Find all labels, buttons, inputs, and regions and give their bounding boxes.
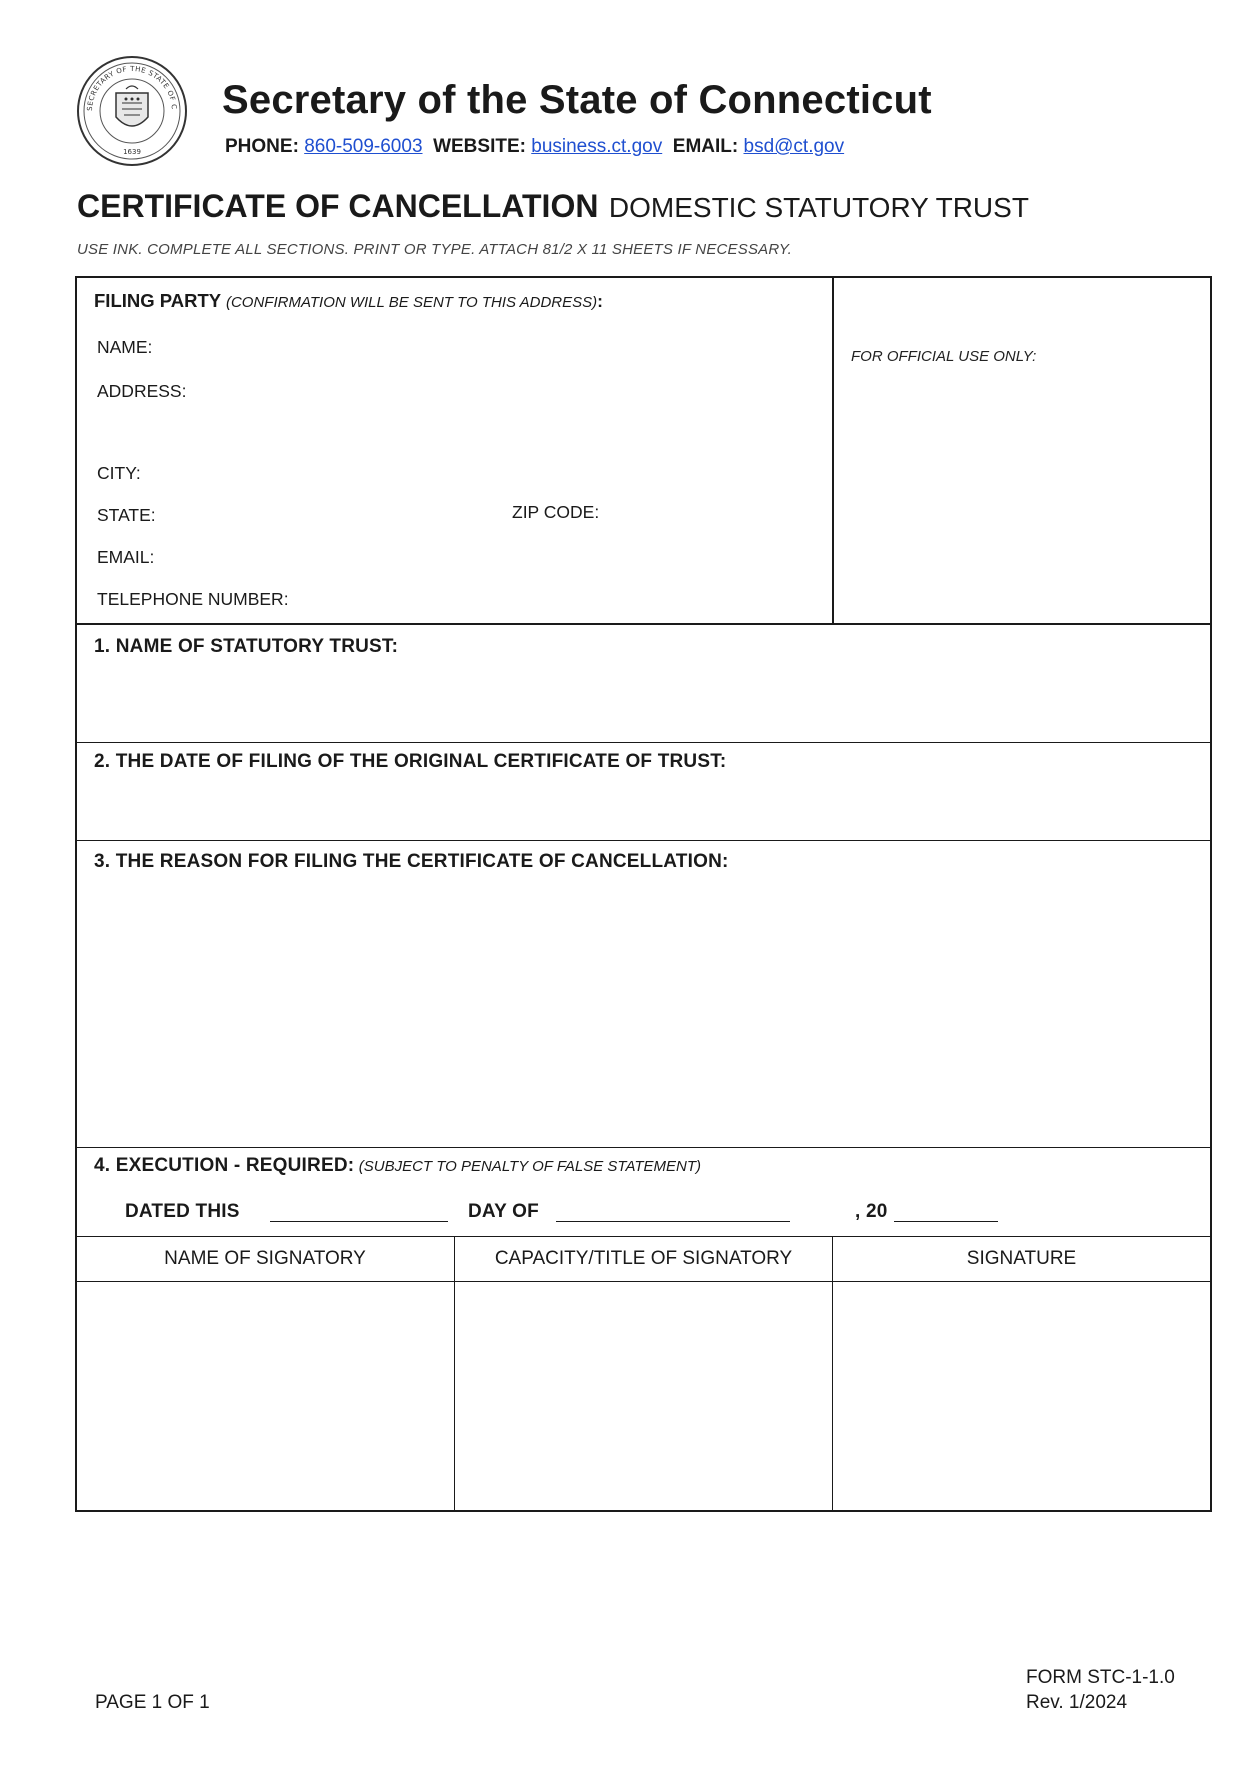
filing-party-heading: [94, 290, 603, 312]
frame-right: [1210, 276, 1212, 1512]
year-prefix-label: , 20: [855, 1201, 888, 1222]
form-title: [77, 188, 1029, 225]
telephone-label[interactable]: TELEPHONE NUMBER:: [97, 589, 289, 609]
phone-link[interactable]: 860-509-6003: [304, 136, 423, 157]
signatory-name-cell[interactable]: [77, 1283, 453, 1509]
website-link[interactable]: business.ct.gov: [531, 136, 663, 157]
col-head-capacity: CAPACITY/TITLE OF SIGNATORY: [494, 1248, 793, 1269]
form-title-sub: DOMESTIC STATUTORY TRUST: [608, 192, 1029, 223]
section2-bottom: [75, 840, 1211, 841]
address-label[interactable]: ADDRESS:: [97, 381, 187, 401]
agency-title: Secretary of the State of Connecticut: [222, 78, 932, 122]
state-seal-icon: [76, 55, 188, 167]
signatory-header-top: [75, 1236, 1211, 1237]
day-of-label: DAY OF: [468, 1201, 539, 1222]
signatory-signature-cell[interactable]: [834, 1283, 1209, 1509]
filing-bottom: [75, 623, 1211, 625]
official-use-label: FOR OFFICIAL USE ONLY:: [851, 348, 1037, 365]
city-label[interactable]: CITY:: [97, 463, 141, 483]
section1-bottom: [75, 742, 1211, 743]
section-2-title[interactable]: 2. THE DATE OF FILING OF THE ORIGINAL CERTIFICATE OF TRUST:: [94, 751, 727, 772]
phone-label: PHONE:: [225, 136, 299, 157]
form-title-main: CERTIFICATE OF CANCELLATION: [77, 188, 599, 224]
filing-party-note: (CONFIRMATION WILL BE SENT TO THIS ADDRESS): [225, 294, 598, 311]
form-number: FORM STC-1-1.0: [1026, 1667, 1175, 1688]
section-1-title[interactable]: 1. NAME OF STATUTORY TRUST:: [94, 636, 399, 657]
frame-top: [75, 276, 1211, 278]
section-4-title: 4. EXECUTION - REQUIRED:: [94, 1155, 355, 1176]
dated-month-input[interactable]: [556, 1203, 790, 1222]
filing-divider-vertical: [832, 276, 834, 624]
signatory-header-bottom: [75, 1281, 1211, 1282]
section-4-note: (SUBJECT TO PENALTY OF FALSE STATEMENT): [358, 1158, 702, 1175]
form-instructions: USE INK. COMPLETE ALL SECTIONS. PRINT OR TYPE. ATTACH 81/2 X 11 SHEETS IF NECESSARY.: [77, 241, 793, 258]
signatory-capacity-cell[interactable]: [456, 1283, 831, 1509]
form-revision: Rev. 1/2024: [1026, 1692, 1128, 1713]
dated-day-input[interactable]: [270, 1203, 448, 1222]
email-field-label[interactable]: EMAIL:: [97, 547, 155, 567]
filing-party-title: FILING PARTY: [94, 290, 222, 311]
name-label[interactable]: NAME:: [97, 337, 153, 357]
state-label[interactable]: STATE:: [97, 505, 156, 525]
col-head-signature: SIGNATURE: [966, 1248, 1077, 1269]
col-head-name: NAME OF SIGNATORY: [164, 1248, 366, 1269]
section3-bottom: [75, 1147, 1211, 1148]
dated-year-input[interactable]: [894, 1203, 998, 1222]
zip-code-label[interactable]: ZIP CODE:: [512, 502, 600, 522]
dated-this-label: DATED THIS: [125, 1201, 240, 1222]
signatory-col-divider-1: [454, 1236, 455, 1512]
contact-line: [225, 136, 844, 158]
frame-bottom: [75, 1510, 1211, 1512]
signatory-col-divider-2: [832, 1236, 833, 1512]
section-4-heading: [94, 1155, 701, 1177]
website-label: WEBSITE:: [433, 136, 526, 157]
seal-year: 1639: [123, 148, 141, 156]
page-number: PAGE 1 OF 1: [95, 1692, 210, 1713]
seal-text: SECRETARY OF THE STATE OF C: [85, 64, 179, 112]
email-link[interactable]: bsd@ct.gov: [743, 136, 845, 157]
filing-party-colon: :: [597, 291, 603, 311]
section-3-title[interactable]: 3. THE REASON FOR FILING THE CERTIFICATE OF CANCELLATION:: [94, 851, 729, 872]
email-label: EMAIL:: [672, 136, 739, 157]
